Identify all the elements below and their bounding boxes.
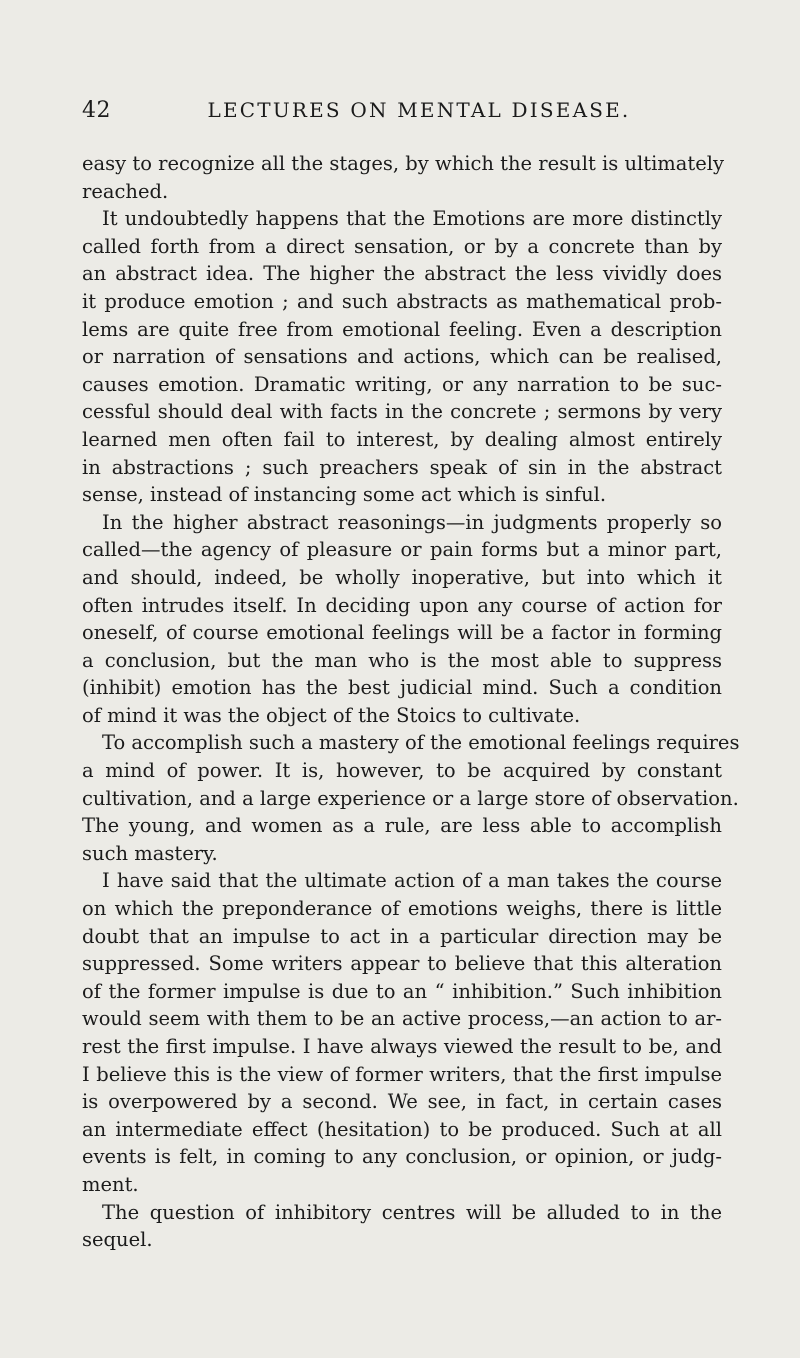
text-line: suppressed. Some writers appear to believe that this alteration (82, 952, 722, 976)
text-line: causes emotion. Dramatic writing, or any narration to be suc- (82, 372, 722, 396)
text-line: of mind it was the object of the Stoics to cultivate. (82, 703, 581, 727)
paragraph (82, 150, 725, 205)
text-line: cessful should deal with facts in the concrete ; sermons by very (82, 400, 722, 424)
text-line: called—the agency of pleasure or pain forms but a minor part, (82, 538, 722, 562)
text-line: reached. (82, 179, 169, 203)
text-line: a conclusion, but the man who is the most able to suppress (82, 648, 722, 672)
text-line: of the former impulse is due to an “ inhibition.” Such inhibition (82, 979, 722, 1003)
paragraph (82, 205, 722, 509)
text-line: rest the first impulse. I have always viewed the result to be, and (82, 1035, 722, 1058)
text-line: easy to recognize all the stages, by which the result is ultimately (82, 152, 725, 175)
text-line: lems are quite free from emotional feeling. Even a description (82, 317, 722, 341)
text-line: called forth from a direct sensation, or by a concrete than by (82, 234, 722, 258)
text-line: ment. (82, 1172, 139, 1196)
text-line: I believe this is the view of former writers, that the first impulse (82, 1062, 722, 1086)
paragraph (82, 729, 740, 867)
text-line: would seem with them to be an active process,—an action to ar- (82, 1007, 722, 1031)
text-line: To accomplish such a mastery of the emotional feelings requires (102, 731, 740, 755)
text-line: It undoubtedly happens that the Emotions are more distinctly (102, 207, 722, 231)
page-number: 42 (82, 98, 111, 123)
text-line: or narration of sensations and actions, which can be realised, (82, 345, 722, 369)
text-line: learned men often fail to interest, by dealing almost entirely (82, 427, 722, 451)
page-header (82, 98, 722, 138)
text-line: In the higher abstract reasonings—in judgments properly so (102, 510, 722, 534)
text-line: cultivation, and a large experience or a large store of observation. (82, 786, 739, 810)
text-line: oneself, of course emotional feelings will be a factor in forming (82, 621, 722, 645)
text-line: a mind of power. It is, however, to be acquired by constant (82, 759, 722, 783)
text-line: sequel. (82, 1228, 153, 1252)
text-line: The question of inhibitory centres will be alluded to in the (102, 1200, 722, 1224)
text-line: often intrudes itself. In deciding upon any course of action for (82, 593, 722, 617)
body-text (82, 150, 740, 1254)
text-line: an abstract idea. The higher the abstract the less vividly does (82, 262, 722, 286)
paragraph (82, 509, 722, 730)
paragraph (82, 1199, 722, 1254)
running-head: LECTURES ON MENTAL DISEASE. (207, 98, 631, 122)
text-line: events is felt, in coming to any conclusion, or opinion, or judg- (82, 1145, 722, 1169)
text-line: (inhibit) emotion has the best judicial mind. Such a condition (82, 676, 722, 700)
text-line: on which the preponderance of emotions weighs, there is little (82, 897, 722, 921)
text-line: an intermediate effect (hesitation) to be produced. Such at all (82, 1117, 722, 1141)
text-line: doubt that an impulse to act in a particular direction may be (82, 924, 722, 948)
text-line: in abstractions ; such preachers speak of sin in the abstract (82, 455, 722, 479)
text-line: The young, and women as a rule, are less able to accomplish (82, 814, 722, 838)
text-line: sense, instead of instancing some act which is sinful. (82, 483, 607, 507)
text-line: it produce emotion ; and such abstracts as mathematical prob- (82, 289, 722, 313)
text-line: is overpowered by a second. We see, in fact, in certain cases (82, 1090, 722, 1114)
text-line: I have said that the ultimate action of a man takes the course (102, 869, 722, 893)
text-line: and should, indeed, be wholly inoperative, but into which it (82, 565, 722, 589)
paragraph (82, 867, 722, 1198)
text-line: such mastery. (82, 841, 218, 865)
